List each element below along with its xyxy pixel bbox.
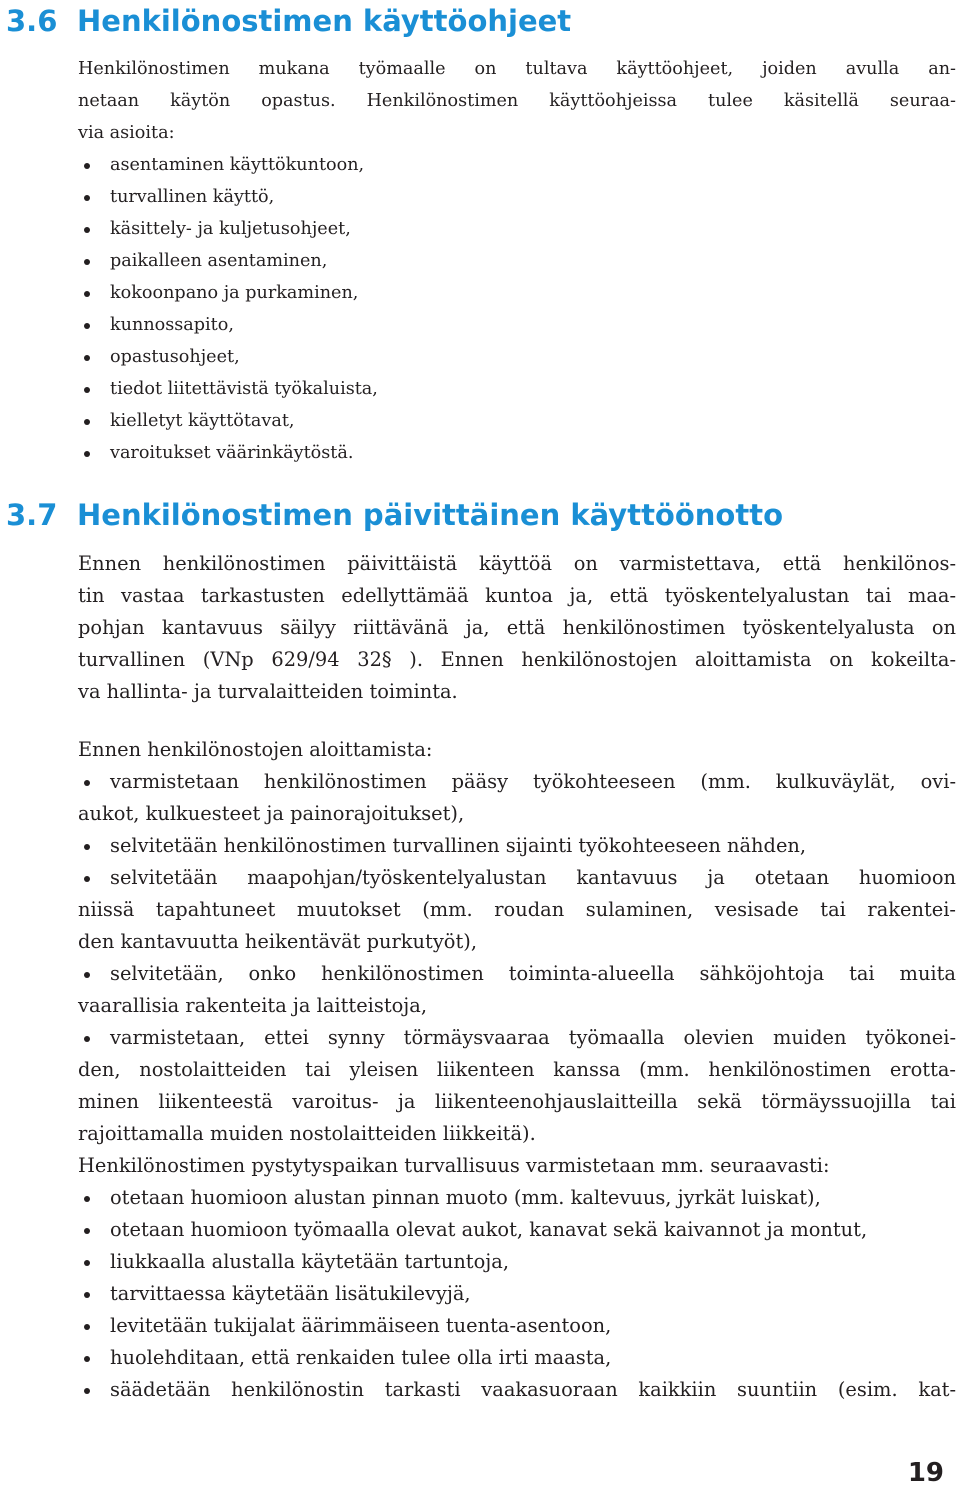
list-item-continuation: rajoittamalla muiden nostolaitteiden liikkeitä). <box>78 1122 536 1145</box>
list-item: kielletyt käyttötavat, <box>78 405 956 437</box>
list-item: selvitetään henkilönostimen turvallinen sijainti työkohteeseen nähden, <box>78 830 956 862</box>
list-item: levitetään tukijalat äärimmäiseen tuenta-asentoon, <box>78 1310 956 1342</box>
paragraph-line: netaan käytön opastus. Henkilönostimen käyttöohjeissa tulee käsitellä seuraa- <box>78 91 956 111</box>
section-number: 3.6 <box>6 4 58 38</box>
paragraph-line: via asioita: <box>78 123 175 143</box>
list-item: asentaminen käyttökuntoon, <box>78 149 956 181</box>
list-item-continuation: vaarallisia rakenteita ja laitteistoja, <box>78 994 428 1017</box>
list-item: käsittely- ja kuljetusohjeet, <box>78 213 956 245</box>
list-item: selvitetään maapohjan/työskentelyalustan kantavuus ja otetaan huomioon <box>78 862 956 894</box>
list-item-continuation: minen liikenteestä varoitus- ja liikenteenohjauslaitteilla sekä törmäyssuojilla tai <box>78 1090 956 1113</box>
list-item-continuation: aukot, kulkuesteet ja painorajoitukset), <box>78 802 465 825</box>
list-item-continuation: den, nostolaitteiden tai yleisen liikenteen kanssa (mm. henkilönostimen erotta- <box>78 1058 956 1081</box>
list-item: otetaan huomioon työmaalla olevat aukot, kanavat sekä kaivannot ja montut, <box>78 1214 956 1246</box>
list-item: kokoonpano ja purkaminen, <box>78 277 956 309</box>
paragraph-line: Ennen henkilönostimen päivittäistä käyttöä on varmistettava, että henkilönos- <box>78 552 956 575</box>
list-item: turvallinen käyttö, <box>78 181 956 213</box>
section-title: Henkilönostimen päivittäinen käyttöönotto <box>77 498 783 532</box>
section-3-7-paragraph-1 <box>78 548 956 708</box>
paragraph-line: tin vastaa tarkastusten edellyttämää kuntoa ja, että työskentelyalustan tai maa- <box>78 584 956 607</box>
list-item: varmistetaan, ettei synny törmäysvaaraa työmaalla olevien muiden työkonei- <box>78 1022 956 1054</box>
list-item: huolehditaan, että renkaiden tulee olla irti maasta, <box>78 1342 956 1374</box>
section-title: Henkilönostimen käyttöohjeet <box>77 4 572 38</box>
list-item: kunnossapito, <box>78 309 956 341</box>
list-item: paikalleen asentaminen, <box>78 245 956 277</box>
list-item: varoitukset väärinkäytöstä. <box>78 437 956 469</box>
list-item: säädetään henkilönostin tarkasti vaakasuoraan kaikkiin suuntiin (esim. kat- <box>78 1374 956 1406</box>
paragraph-line: Henkilönostimen mukana työmaalle on tultava käyttöohjeet, joiden avulla an- <box>78 59 956 79</box>
paragraph-line: turvallinen (VNp 629/94 32§ ). Ennen henkilönostojen aloittamista on kokeilta- <box>78 648 956 671</box>
paragraph-line: Ennen henkilönostojen aloittamista: <box>78 738 433 761</box>
section-3-7-checklist <box>78 734 956 1406</box>
paragraph-line: va hallinta- ja turvalaitteiden toiminta. <box>78 680 458 703</box>
list-item: varmistetaan henkilönostimen pääsy työkohteeseen (mm. kulkuväylät, ovi- <box>78 766 956 798</box>
section-3-6-body <box>78 53 956 469</box>
section-heading-3-6 <box>6 3 571 39</box>
list-item: tiedot liitettävistä työkaluista, <box>78 373 956 405</box>
paragraph-line: Henkilönostimen pystytyspaikan turvallisuus varmistetaan mm. seuraavasti: <box>78 1154 830 1177</box>
paragraph-line: pohjan kantavuus säilyy riittävänä ja, että henkilönostimen työskentelyalusta on <box>78 616 956 639</box>
list-item: otetaan huomioon alustan pinnan muoto (mm. kaltevuus, jyrkät luiskat), <box>78 1182 956 1214</box>
page-number: 19 <box>907 1458 944 1488</box>
list-item: opastusohjeet, <box>78 341 956 373</box>
list-item-continuation: niissä tapahtuneet muutokset (mm. roudan sulaminen, vesisade tai rakentei- <box>78 898 956 921</box>
list-item: selvitetään, onko henkilönostimen toiminta-alueella sähköjohtoja tai muita <box>78 958 956 990</box>
section-number: 3.7 <box>6 498 58 532</box>
list-item-continuation: den kantavuutta heikentävät purkutyöt), <box>78 930 477 953</box>
list-item: liukkaalla alustalla käytetään tartuntoja, <box>78 1246 956 1278</box>
section-heading-3-7 <box>6 497 783 533</box>
list-item: tarvittaessa käytetään lisätukilevyjä, <box>78 1278 956 1310</box>
